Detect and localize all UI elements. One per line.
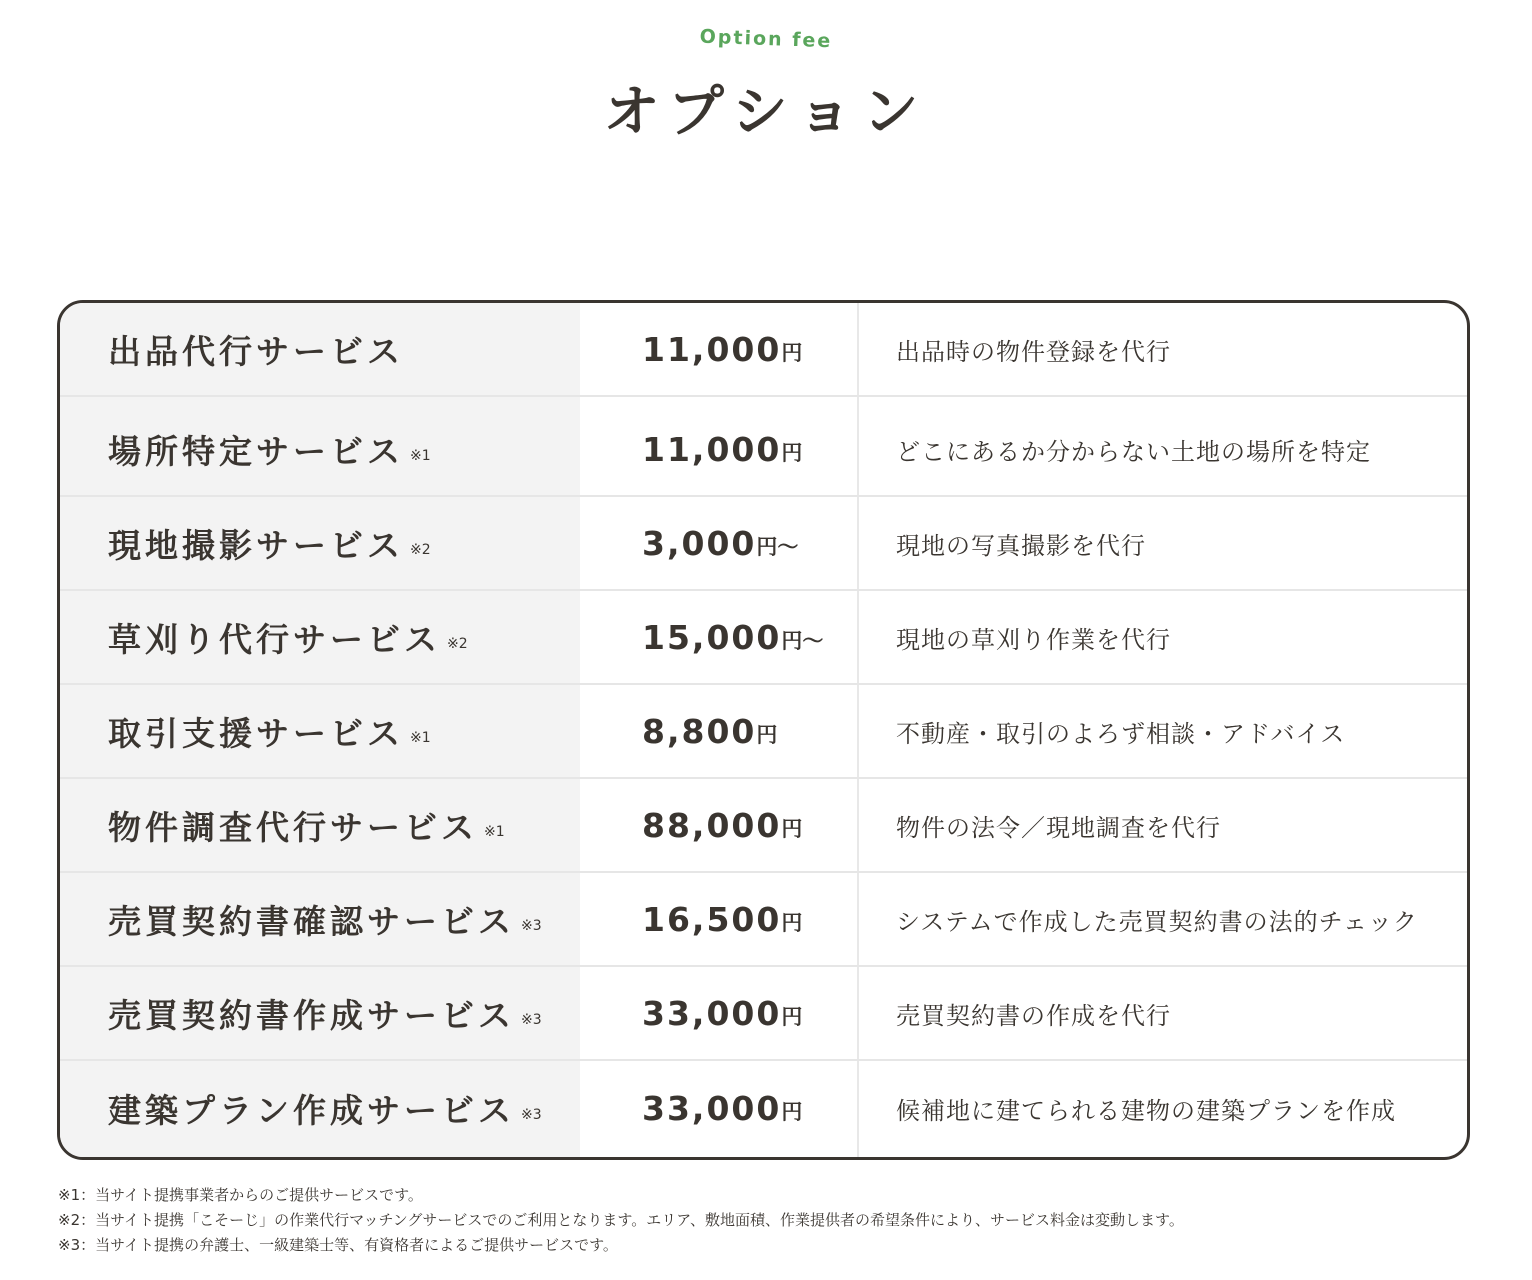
service-name: 場所特定サービス [108, 431, 404, 471]
price-unit: 円 [781, 817, 803, 841]
service-description: 候補地に建てられる建物の建築プランを作成 [896, 1096, 1396, 1125]
service-name-cell [108, 303, 410, 395]
service-name-cell [108, 685, 431, 777]
table-row [60, 873, 1467, 967]
footnote-mark: ※3 [521, 918, 542, 934]
option-fee-table [57, 300, 1470, 1160]
table-row [60, 685, 1467, 779]
footnote-mark: ※1 [410, 730, 431, 746]
price-value: 8,800 [642, 711, 757, 751]
price-unit: 円 [781, 441, 803, 465]
service-description: 現地の写真撮影を代行 [896, 531, 1146, 560]
service-name-cell [108, 497, 431, 589]
price-cell [642, 591, 823, 683]
service-name: 建築プラン作成サービス [108, 1090, 515, 1130]
price-value: 11,000 [642, 429, 782, 469]
footnote-mark: ※2 [410, 542, 431, 558]
table-row [60, 497, 1467, 591]
price-unit: 円 [781, 1005, 803, 1029]
footnotes [58, 1183, 1478, 1258]
table-row [60, 303, 1467, 397]
footnote-mark: ※1 [484, 824, 505, 840]
price-value: 15,000 [642, 617, 782, 657]
price-cell [642, 873, 802, 965]
service-name: 出品代行サービス [108, 331, 404, 371]
service-name-cell [108, 591, 468, 683]
service-name: 売買契約書作成サービス [108, 995, 515, 1035]
table-row [60, 967, 1467, 1061]
footnote-mark: ※3 [521, 1012, 542, 1028]
price-unit: 円 [781, 1100, 803, 1124]
service-name-cell [108, 1061, 542, 1155]
price-cell [642, 1061, 802, 1155]
service-name: 売買契約書確認サービス [108, 901, 515, 941]
price-unit: 円〜 [781, 629, 824, 653]
price-value: 33,000 [642, 1088, 782, 1128]
price-value: 88,000 [642, 805, 782, 845]
price-cell [642, 685, 777, 777]
price-unit: 円 [781, 341, 803, 365]
price-cell [642, 779, 802, 871]
service-name-cell [108, 873, 542, 965]
service-name-cell [108, 779, 505, 871]
service-description: 不動産・取引のよろず相談・アドバイス [896, 719, 1346, 748]
price-value: 33,000 [642, 993, 782, 1033]
page-title: オプション [603, 80, 929, 145]
service-name-cell [108, 403, 431, 495]
price-cell [642, 303, 802, 395]
footnote-2: ※2：当サイト提携「こそーじ」の作業代行マッチングサービスでのご利用となります。エリア、敷地面積、作業提供者の希望条件により、サービス料金は変動します。 [58, 1211, 1184, 1229]
price-unit: 円〜 [756, 535, 799, 559]
service-description: 現地の草刈り作業を代行 [896, 625, 1171, 654]
price-value: 3,000 [642, 523, 757, 563]
table-row [60, 403, 1467, 497]
price-value: 11,000 [642, 329, 782, 369]
service-name-cell [108, 967, 542, 1059]
table-row [60, 779, 1467, 873]
service-name: 物件調査代行サービス [108, 807, 478, 847]
service-name: 現地撮影サービス [108, 525, 404, 565]
price-unit: 円 [781, 911, 803, 935]
price-unit: 円 [756, 723, 778, 747]
footnote-3: ※3：当サイト提携の弁護士、一級建築士等、有資格者によるご提供サービスです。 [58, 1236, 618, 1254]
price-cell [642, 967, 802, 1059]
price-cell [642, 497, 798, 589]
footnote-mark: ※2 [447, 636, 468, 652]
table-row [60, 1061, 1467, 1155]
footnote-mark: ※1 [410, 448, 431, 464]
service-description: システムで作成した売買契約書の法的チェック [896, 907, 1418, 936]
price-value: 16,500 [642, 899, 782, 939]
service-name: 草刈り代行サービス [108, 619, 441, 659]
service-description: 出品時の物件登録を代行 [896, 337, 1171, 366]
section-subtitle: Option fee [699, 25, 833, 53]
footnote-1: ※1：当サイト提携事業者からのご提供サービスです。 [58, 1186, 423, 1204]
table-row [60, 591, 1467, 685]
service-description: 物件の法令／現地調査を代行 [896, 813, 1221, 842]
service-name: 取引支援サービス [108, 713, 404, 753]
footnote-mark: ※3 [521, 1107, 542, 1123]
page-header [0, 0, 1532, 160]
service-description: どこにあるか分からない土地の場所を特定 [896, 437, 1371, 466]
service-description: 売買契約書の作成を代行 [896, 1001, 1171, 1030]
price-cell [642, 403, 802, 495]
